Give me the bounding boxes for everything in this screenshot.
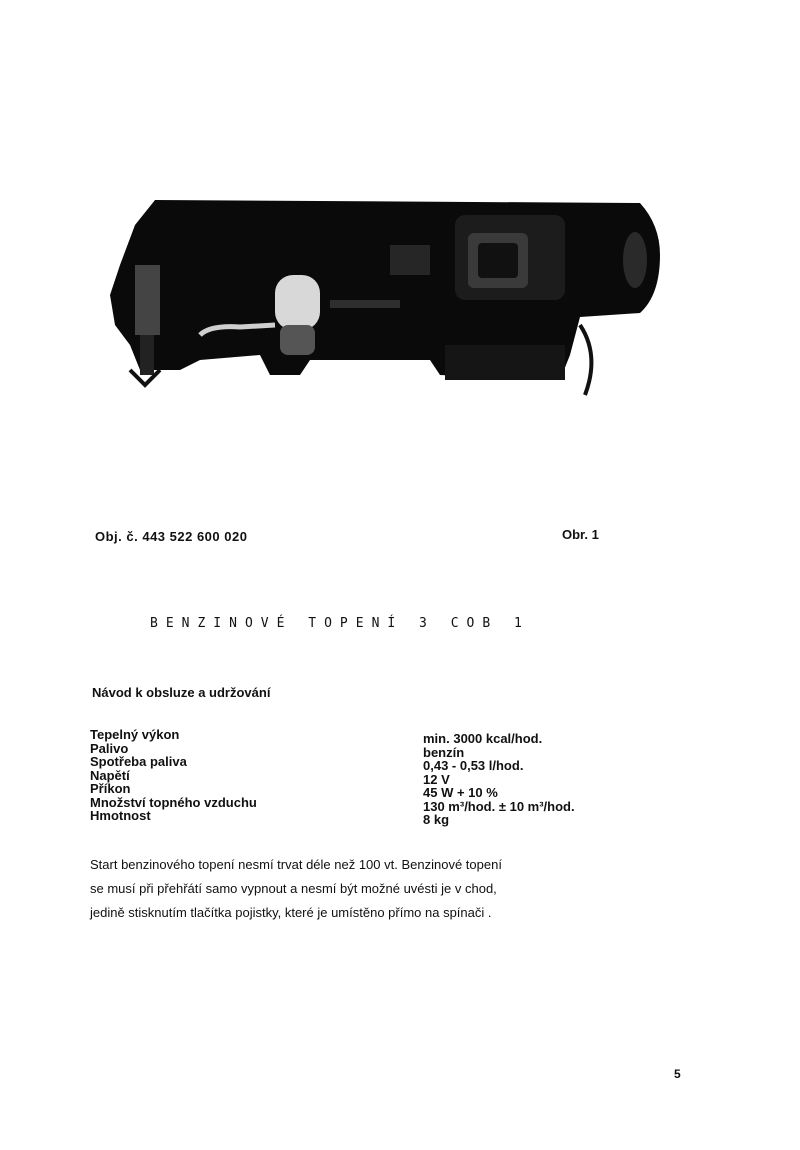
paragraph-line: se musí při přehřátí samo vypnout a nesmí být možné uvésti je v chod, [90, 881, 497, 896]
spec-value: 8 kg [423, 812, 450, 827]
spec-label: Tepelný výkon [90, 727, 180, 742]
object-number: Obj. č. 443 522 600 020 [95, 529, 248, 544]
spec-label: Palivo [90, 740, 129, 756]
instructions-paragraph [90, 853, 650, 925]
spec-value: benzín [423, 744, 465, 760]
spec-value: 45 W + 10 % [423, 785, 498, 800]
paragraph-line: jedině stisknutím tlačítka pojistky, které je umístěno přímo na spínači . [90, 905, 492, 920]
spec-label: Množství topného vzduchu [90, 794, 257, 810]
spec-values [423, 732, 575, 827]
page-number: 5 [674, 1067, 681, 1081]
paragraph-line: Start benzinového topení nesmí trvat déle než 100 vt. Benzinové topení [90, 857, 502, 872]
spec-value: 0,43 - 0,53 l/hod. [423, 758, 524, 773]
spec-label: Napětí [90, 767, 130, 783]
spec-labels [90, 728, 257, 823]
figure-label: Obr. 1 [562, 527, 599, 542]
document-title: BENZINOVÉ TOPENÍ 3 COB 1 [150, 616, 530, 631]
spec-value: 130 m³/hod. ± 10 m³/hod. [423, 798, 575, 814]
spec-value: 12 V [423, 771, 450, 787]
spec-value: min. 3000 kcal/hod. [423, 731, 543, 746]
document-subtitle: Návod k obsluze a udržování [92, 685, 271, 700]
spec-label: Hmotnost [90, 808, 151, 823]
spec-label: Příkon [90, 781, 131, 796]
heater-photo [100, 185, 670, 405]
spec-label: Spotřeba paliva [90, 754, 187, 769]
